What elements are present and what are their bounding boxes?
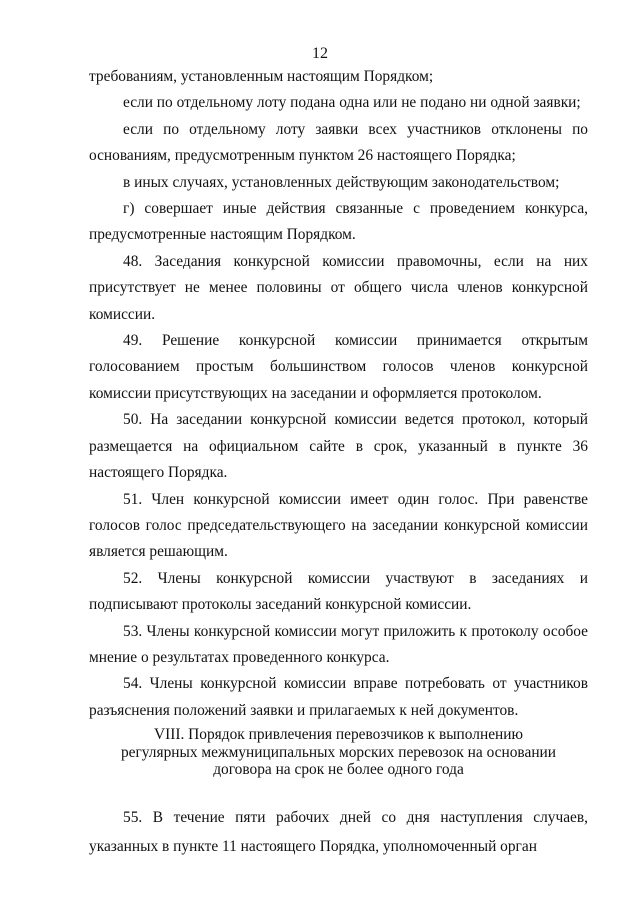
paragraph-item-all-rejected: если по отдельному лоту заявки всех участников отклонены по основаниям, предусмотренным пунктом 26 настоящего Порядка;: [89, 120, 588, 165]
paragraph-49: 49. Решение конкурсной комиссии принимается открытым голосованием простым большинством голосов членов конкурсной комиссии присутствующих на заседании и оформляется протоколом.: [89, 332, 588, 402]
paragraph-item-other-cases: в иных случаях, установленных действующим законодательством;: [123, 173, 560, 191]
section-spacer: [89, 779, 588, 803]
paragraph-50: 50. На заседании конкурсной комиссии ведется протокол, который размещается на официальном сайте в срок, указанный в пункте 36 настоящего Порядка.: [89, 411, 588, 482]
section-heading-line: регулярных межмуниципальных морских перевозок на основании: [120, 743, 557, 761]
paragraph-51: 51. Член конкурсной комиссии имеет один голос. При равенстве голосов голос председательствующего на заседании конкурсной комиссии является решающим.: [89, 490, 588, 561]
section-heading-line: VIII. Порядок привлечения перевозчиков к выполнению: [153, 726, 524, 744]
paragraph-continuation: требованиям, установленным настоящим Порядком;: [89, 68, 434, 85]
paragraph-54: 54. Члены конкурсной комиссии вправе потребовать от участников разъяснения положений заявки и прилагаемых к ней документов.: [89, 675, 588, 719]
paragraph-item-g: г) совершает иные действия связанные с проведением конкурса, предусмотренные настоящим Порядком.: [89, 200, 588, 244]
paragraph-55: 55. В течение пяти рабочих дней со дня наступления случаев, указанных в пункте 11 настоящего Порядка, уполномоченный орган: [89, 808, 588, 855]
document-body: [89, 64, 588, 861]
section-heading: [89, 726, 588, 779]
paragraph-53: 53. Члены конкурсной комиссии могут приложить к протоколу особое мнение о результатах проведенного конкурса.: [89, 622, 588, 666]
page-number: 12: [312, 45, 328, 62]
paragraph-52: 52. Члены конкурсной комиссии участвуют в заседаниях и подписывают протоколы заседаний конкурсной комиссии.: [89, 569, 588, 614]
section-heading-line: договора на срок не более одного года: [213, 761, 464, 779]
paragraph-48: 48. Заседания конкурсной комиссии правомочны, если на них присутствует не менее половины от общего числа членов конкурсной комиссии.: [89, 252, 588, 323]
paragraph-item-single-bid: если по отдельному лоту подана одна или не подано ни одной заявки;: [123, 94, 581, 112]
